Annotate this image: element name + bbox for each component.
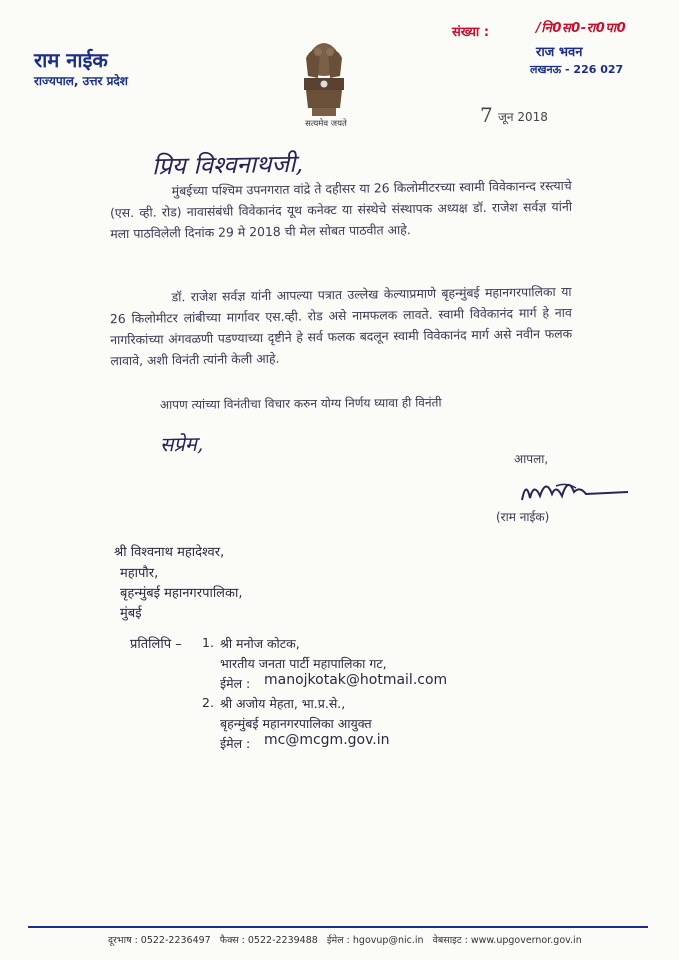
copy-1-email: manojkotak@hotmail.com [264, 672, 448, 688]
state-emblem-icon [292, 32, 356, 132]
office-name: राज भवन [536, 45, 583, 60]
closing-handwritten: सप्रेम, [159, 431, 204, 457]
footer-email: ईमेल : hgovup@nic.in [326, 935, 424, 946]
copy-label: प्रतिलिपि – [130, 637, 182, 652]
footer-divider [28, 926, 648, 928]
reference-label: संख्या : [452, 25, 490, 40]
yours-label: आपला, [514, 452, 549, 466]
reference-number: /नि0स0-रा0पा0 [536, 21, 627, 36]
copy-1-designation: भारतीय जनता पार्टी महापालिका गट, [220, 656, 387, 671]
footer-fax: फैक्स : 0522-2239488 [219, 935, 318, 946]
signature-icon [516, 472, 636, 508]
footer-contact [108, 933, 582, 946]
sender-title: राज्यपाल, उत्तर प्रदेश [34, 74, 128, 88]
body-paragraph-3: आपण त्यांच्या विनंतीचा विचार करुन योग्य निर्णय घ्यावा ही विनंती [159, 395, 442, 412]
body-paragraph-2: डॉ. राजेश सर्वज्ञ यांनी आपल्या पत्रात उल्लेख केल्याप्रमाणे बृहन्मुंबई महानगरपालिका या 26 किलोमीटर लांबीच्या मार्गावर एस.व्ही. रोड असे नामफलक लावते. स्वामी विवेकानंद मार्ग हे नाव नागरिकांच्या अंगवळणी पडण्याच्या दृष्टीने हे सर्व फलक बदलून स्वामी विवेकानंद मार्ग असे नवीन फलक लावावे, अशी विनंती त्यांनी केली आहे. [109, 283, 573, 369]
date-day: 7 [480, 103, 493, 127]
signatory-name: (राम नाईक) [496, 510, 550, 524]
addressee-line-4: मुंबई [120, 606, 142, 621]
emblem-motto: सत्यमेव जयते [305, 119, 347, 129]
copy-2-name: श्री अजोय मेहता, भा.प्र.से., [220, 696, 346, 711]
salutation: प्रिय विश्वनाथजी, [151, 149, 304, 181]
copy-1-number: 1. [202, 635, 214, 650]
footer-phone: दूरभाष : 0522-2236497 [108, 935, 211, 946]
sender-name: राम नाईक [34, 48, 108, 72]
addressee-line-2: महापौर, [120, 566, 159, 581]
copy-1-email-label: ईमेल : [220, 676, 251, 691]
addressee-line-3: बृहन्मुंबई महानगरपालिका, [120, 586, 243, 601]
copy-2-email: mc@mcgm.gov.in [264, 732, 390, 748]
date-month-year: जून 2018 [498, 110, 548, 124]
body-paragraph-1: मुंबईच्या पश्चिम उपनगरात वांद्रे ते दहीसर या 26 किलोमीटरच्या स्वामी विवेकानन्द रस्त्याचे (एस. व्ही. रोड) नावासंबंधी विवेकानंद यूथ कनेक्ट या संस्थेचे संस्थापक अध्यक्ष डॉ. राजेश सर्वज्ञ यांनी मला पाठविलेली दिनांक 29 मे 2018 ची मेल सोबत पाठवीत आहे. [109, 177, 573, 242]
copy-2-email-label: ईमेल : [220, 736, 251, 751]
copy-2-designation: बृहन्मुंबई महानगरपालिका आयुक्त [220, 716, 372, 731]
footer-website: वेबसाइट : www.upgovernor.gov.in [432, 935, 582, 946]
copy-1-name: श्री मनोज कोटक, [220, 636, 300, 651]
office-city: लखनऊ - 226 027 [530, 63, 624, 76]
addressee-line-1: श्री विश्वनाथ महादेश्वर, [114, 545, 225, 560]
copy-2-number: 2. [202, 695, 214, 710]
